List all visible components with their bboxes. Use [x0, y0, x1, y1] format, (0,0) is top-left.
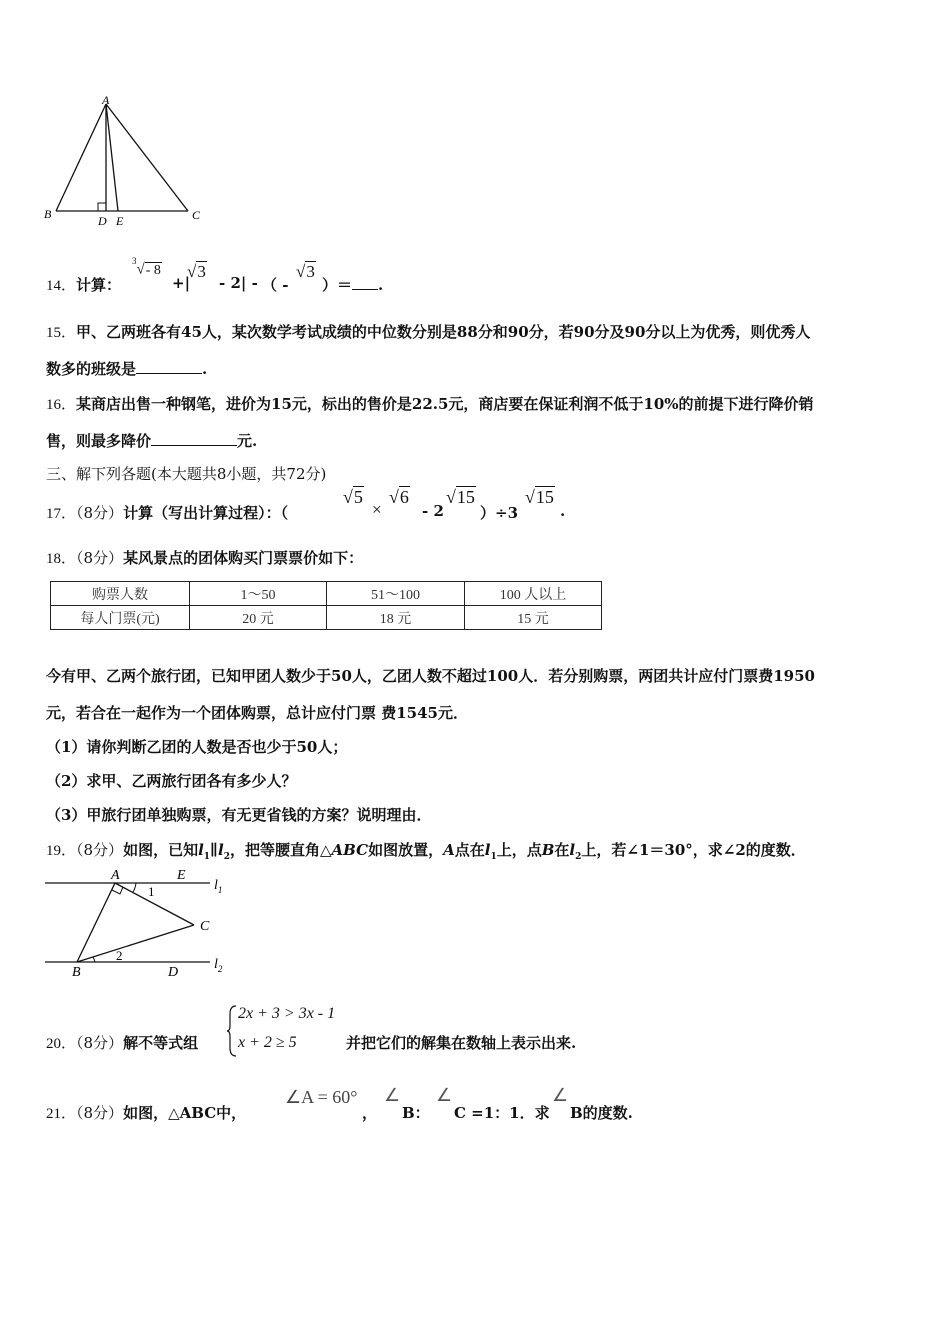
q14-sqrt3-first: √3 — [187, 262, 206, 281]
q21-text: 如图，△ABC中， — [123, 1104, 247, 1122]
parallel-lines-figure — [40, 864, 240, 982]
q18-subquestion-1: （1）请你判断乙团的人数是否也少于50人； — [46, 738, 348, 756]
side-ab — [77, 883, 115, 962]
table-cell: 51～100 — [327, 582, 465, 606]
q16-answer-blank[interactable] — [151, 431, 237, 446]
q21-score: （8分） — [76, 1104, 124, 1122]
q17-times: × — [372, 500, 382, 519]
q21-b-ratio: B： — [402, 1104, 430, 1122]
q14-cbrt-radicand: - 8 — [145, 262, 161, 278]
label-l1: $l_1$ — [214, 878, 223, 895]
label-e: E — [177, 868, 186, 883]
right-angle-mark — [98, 203, 106, 211]
label-angle-2: 2 — [116, 948, 123, 963]
question-18 — [46, 547, 363, 568]
q19-text-e: 上，点 — [496, 841, 542, 859]
q14-paren-open: （ - — [262, 276, 289, 294]
q19-text-f: 在 — [554, 841, 570, 859]
right-angle-mark — [112, 887, 123, 894]
q19-text-g: 上，若∠1＝30°，求∠2的度数． — [581, 841, 806, 859]
q20-score: （8分） — [76, 1034, 124, 1052]
question-16-line2 — [46, 430, 257, 451]
q14-cbrt-index: 3 — [132, 256, 137, 266]
table-cell: 购票人数 — [51, 582, 190, 606]
angle-icon: ∠ — [552, 1085, 569, 1105]
q19-text-a: 如图，已知 — [123, 841, 199, 859]
side-ac — [115, 883, 194, 925]
segment-ae — [106, 104, 118, 211]
ticket-price-table — [50, 581, 602, 630]
table-cell: 15 元 — [465, 606, 602, 630]
q19-l1-again: l — [484, 841, 491, 859]
q18-number: 18． — [46, 551, 77, 567]
q16-text-line2: 售，则最多降价 — [46, 432, 152, 450]
q17-number: 17． — [46, 506, 77, 522]
q14-sqrt3-second-radicand: 3 — [306, 262, 315, 281]
table-row — [51, 606, 602, 630]
q16-text-line1: 某商店出售一种钢笔，进价为15元，标出的售价是22.5元，商店要在保证利润不低于10%的前提下进行降价销 — [76, 395, 814, 413]
q18-paragraph-line1: 今有甲、乙两个旅行团，已知甲团人数少于50人，乙团人数不超过100人．若分别购票，两团共计应付门票费1950 — [46, 667, 815, 685]
q19-score: （8分） — [76, 841, 124, 859]
q17-score: （8分） — [76, 504, 124, 522]
angle-2-arc — [93, 957, 95, 962]
q17-sqrt5-radicand: 5 — [353, 487, 363, 507]
label-d: D — [168, 965, 179, 980]
triangle-figure-abc — [40, 92, 210, 232]
q21-c-ratio: C =1：1．求 — [454, 1104, 550, 1122]
q17-div: ）÷3 — [480, 504, 519, 522]
q18-paragraph-line2: 元，若合在一起作为一个团体购票，总计应付门票 费1545元． — [46, 704, 468, 722]
q14-cube-root: $^3$√- 8 — [132, 256, 161, 278]
inequality-brace — [226, 1004, 238, 1058]
angle-icon: ∠ — [436, 1085, 453, 1105]
q17-text: 计算（写出计算过程）：（ — [123, 504, 289, 522]
label-angle-1: 1 — [148, 884, 155, 899]
q20-text: 解不等式组 — [123, 1034, 199, 1052]
q17-sqrt15-second: √15 — [525, 487, 554, 507]
table-cell: 100 人以上 — [465, 582, 602, 606]
q21-angle-a: ∠A = 60° — [285, 1087, 358, 1107]
inequality-1: 2x + 3 > 3x - 1 — [238, 1005, 336, 1022]
q20-tail: 并把它们的解集在数轴上表示出来. — [346, 1034, 577, 1052]
q18-intro: 某风景点的团体购买门票票价如下： — [123, 549, 364, 567]
q19-abc: ABC — [331, 841, 369, 859]
q17-sqrt6: √6 — [389, 487, 409, 507]
q19-l1: l — [198, 841, 204, 859]
q15-number: 15． — [46, 325, 77, 341]
q18-subquestion-2: （2）求甲、乙两旅行团各有多少人？ — [46, 772, 297, 790]
q19-l2-sub: 2 — [223, 852, 230, 862]
q14-minus-two: - 2| - — [219, 274, 258, 292]
q14-tail — [322, 274, 383, 295]
label-c: C — [192, 208, 201, 222]
question-14 — [46, 274, 121, 295]
q18-score: （8分） — [76, 549, 124, 567]
table-cell: 每人门票(元) — [51, 606, 190, 630]
side-ac — [106, 104, 188, 211]
side-bc — [77, 925, 194, 962]
question-16-line1 — [46, 393, 814, 414]
q15-answer-blank[interactable] — [136, 359, 202, 374]
label-b: B — [72, 965, 81, 980]
q19-number: 19． — [46, 843, 77, 859]
q15-text-line1: 甲、乙两班各有45人，某次数学考试成绩的中位数分别是88分和90分，若90分及90分以上为优秀，则优秀人 — [76, 323, 811, 341]
q21-tail: B的度数. — [570, 1104, 633, 1122]
q21-comma: ， — [362, 1104, 378, 1122]
question-20 — [46, 1032, 198, 1053]
q16-number: 16． — [46, 397, 77, 413]
q19-l1-sub-again: 1 — [490, 852, 497, 862]
label-e: E — [116, 214, 124, 228]
label-l2: $l_2$ — [214, 957, 223, 974]
q19-text-c: 如图放置， — [368, 841, 444, 859]
q17-sqrt15-first-radicand: 15 — [456, 487, 475, 507]
q14-answer-blank[interactable] — [352, 275, 378, 290]
q14-label: 计算： — [76, 276, 122, 294]
q20-number: 20． — [46, 1036, 77, 1052]
section-3-title: 三、解下列各题(本大题共8小题，共72分) — [46, 465, 327, 483]
angle-icon: ∠ — [384, 1085, 401, 1105]
q17-sqrt5: √5 — [343, 487, 363, 507]
q14-sqrt3-first-radicand: 3 — [197, 262, 206, 281]
label-a: A — [111, 868, 120, 883]
q14-sqrt3-second: √3 — [296, 262, 315, 281]
table-cell: 20 元 — [190, 606, 327, 630]
question-17 — [46, 502, 288, 523]
q17-sqrt15-first: √15 — [446, 487, 475, 507]
q18-subquestion-3: （3）甲旅行团单独购票，有无更省钱的方案？说明理由． — [46, 806, 432, 824]
q19-parallel: ∥ — [210, 841, 218, 859]
q19-point-a: A — [443, 841, 455, 859]
inequality-2: x + 2 ≥ 5 — [238, 1034, 297, 1051]
table-cell: 1～50 — [190, 582, 327, 606]
q17-sqrt6-radicand: 6 — [399, 487, 409, 507]
q14-equals: ）＝ — [322, 276, 353, 294]
q19-point-b: B — [541, 841, 555, 859]
q14-number: 14． — [46, 278, 77, 294]
q19-l1-sub: 1 — [203, 852, 211, 862]
q17-minus2: - 2 — [422, 502, 444, 520]
q15-period: . — [202, 360, 208, 378]
angle-1-arc — [133, 883, 136, 892]
label-a: A — [102, 93, 110, 107]
q19-text-d: 点在 — [454, 841, 485, 859]
q14-period: . — [378, 276, 384, 294]
q17-sqrt15-second-radicand: 15 — [535, 487, 554, 507]
question-19 — [46, 839, 806, 862]
q19-l2-again: l — [569, 841, 576, 859]
label-d: D — [98, 214, 107, 228]
question-15-line2 — [46, 358, 207, 379]
label-b: B — [44, 207, 52, 221]
label-c: C — [200, 919, 210, 934]
table-cell: 18 元 — [327, 606, 465, 630]
table-row — [51, 582, 602, 606]
question-21 — [46, 1102, 246, 1123]
q19-text-b: ，把等腰直角△ — [229, 841, 332, 859]
q14-plus-abs: +| — [172, 274, 191, 292]
q21-number: 21． — [46, 1106, 77, 1122]
q19-l2: l — [218, 841, 224, 859]
q16-unit: 元. — [237, 432, 258, 450]
q15-text-line2: 数多的班级是 — [46, 360, 137, 378]
q17-period: . — [560, 502, 566, 520]
question-15-line1 — [46, 321, 810, 342]
q19-l2-sub-again: 2 — [575, 852, 582, 862]
side-ab — [56, 104, 106, 211]
